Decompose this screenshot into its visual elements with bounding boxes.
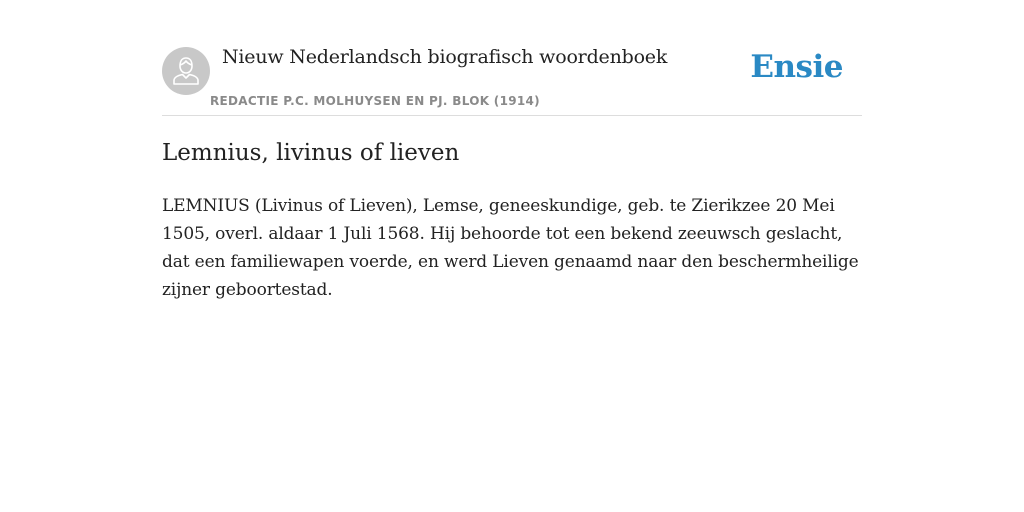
article-body: LEMNIUS (Livinus of Lieven), Lemse, geneeskundige, geb. te Zierikzee 20 Mei 1505, overl. aldaar 1 Juli 1568. Hij behoorde tot een bekend zeeuwsch geslacht, dat een familiewapen voerde, en werd Lieven genaamd naar den beschermheilige zijner geboortestad. (162, 196, 859, 300)
source-header (162, 0, 862, 116)
source-title[interactable]: Nieuw Nederlandsch biografisch woordenboek (222, 46, 668, 68)
article-title: Lemnius, livinus of lieven (162, 140, 460, 166)
source-subtitle: REDACTIE P.C. MOLHUYSEN EN PJ. BLOK (1914) (210, 94, 540, 108)
brand-logo[interactable]: Ensie (750, 49, 843, 85)
avatar (162, 47, 210, 95)
user-silhouette-icon (172, 56, 200, 86)
page-container (162, 0, 862, 512)
